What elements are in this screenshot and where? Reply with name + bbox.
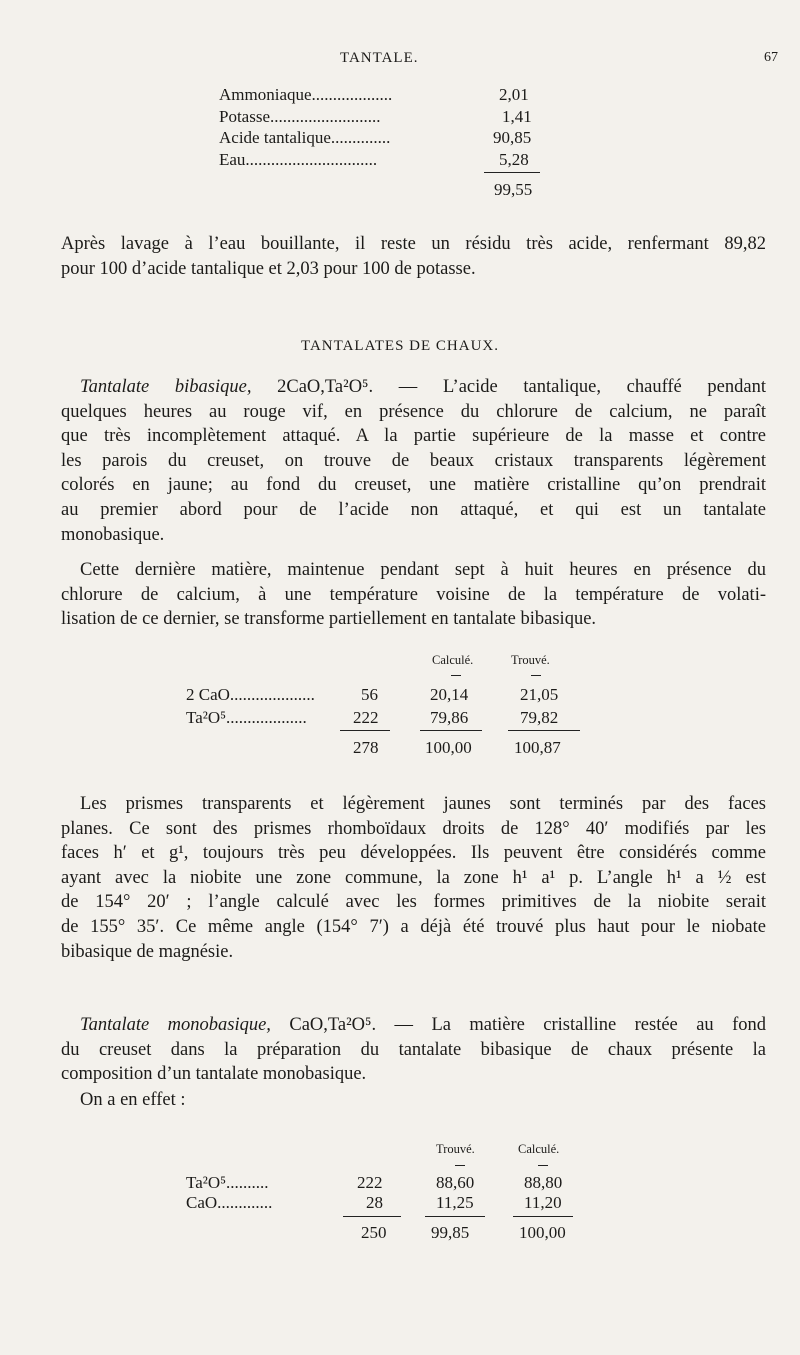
text-line: composition d’un tantalate monobasique. [61,1064,367,1085]
paragraph [61,375,766,547]
page-header [0,50,800,74]
header-dash [455,1165,465,1166]
table-cell: 79,86 [430,708,469,727]
table-row: Ta²O⁵................... [186,708,307,727]
sum-rule [508,730,580,731]
row-value: 90,85 [493,128,532,147]
table-cell: 88,60 [436,1173,475,1192]
text-line: Après lavage à l’eau bouillante, il reste un résidu très acide, renfermant 89,82 [61,234,766,254]
text-line: colorés en jaune; au fond du creuset, une matière cristalline qu’on prendrait [61,475,766,496]
paragraph [61,792,766,964]
text-line: chlorure de calcium, à une température voisine de la température de volati- [61,584,766,605]
text-line: les parois du creuset, on trouve de beaux cristaux transparents légèrement [61,450,766,471]
table-cell: 88,80 [524,1173,563,1192]
table-cell: 56 [361,685,378,704]
text-line: pour 100 d’acide tantalique et 2,03 pour 100 de potasse. [61,258,476,279]
paragraph [61,1013,766,1087]
table-cell: 11,25 [436,1193,474,1212]
text-line: On a en effet : [80,1090,186,1110]
table-total: 99,85 [431,1223,470,1242]
header-dash [531,675,541,676]
compound-title: Tantalate bibasique, [80,377,252,397]
header-dash [451,675,461,676]
table-total: 250 [361,1223,387,1242]
sum-rule [340,730,390,731]
table-cell: 20,14 [430,685,469,704]
table-cell: 222 [357,1173,383,1192]
text-line: de 155° 35′. Ce même angle (154° 7′) a déjà été trouvé plus haut pour le niobate [61,916,766,937]
text-line: Cette dernière matière, maintenue pendant sept à huit heures en présence du [80,560,766,580]
row-value: 1,41 [502,107,532,126]
text-span: CaO,Ta²O⁵. — La matière cristalline restée au fond [270,1015,766,1035]
row-label: Ammoniaque................... [219,85,393,104]
text-line: au premier abord pour de l’acide non attaqué, et qui est un tantalate [61,499,766,520]
paragraph [61,1088,766,1113]
header-dash [538,1165,548,1166]
table-row: Ta²O⁵.......... [186,1173,269,1192]
text-line: monobasique. [61,524,165,545]
sum-rule [420,730,482,731]
column-header: Trouvé. [511,653,550,667]
text-line: Les prismes transparents et légèrement jaunes sont terminés par des faces [80,794,766,814]
text-span: 2CaO,Ta²O⁵. — L’acide tantalique, chauffé pendant [251,377,766,397]
column-header: Calculé. [432,653,474,667]
text-line: ayant avec la niobite une zone commune, la zone h¹ a¹ p. L’angle h¹ a ½ est [61,867,766,888]
text-line: bibasique de magnésie. [61,941,234,962]
sum-rule [343,1216,401,1217]
compound-title: Tantalate monobasique, [80,1015,271,1035]
row-value: 2,01 [499,85,529,104]
table-row: 2 CaO.................... [186,685,315,704]
sum-rule [484,172,540,173]
running-title: TANTALE. [340,50,419,66]
table-row: CaO............. [186,1193,273,1212]
table-total: 99,55 [494,180,533,199]
text-line: planes. Ce sont des prismes rhomboïdaux droits de 128° 40′ modifiés par les [61,818,766,839]
table-total: 100,87 [514,738,561,757]
table-cell: 28 [366,1193,383,1212]
column-header: Calculé. [518,1142,560,1156]
row-label: Eau............................... [219,150,378,169]
text-line: que très incomplètement attaqué. A la partie supérieure de la masse et contre [61,426,766,447]
row-value: 5,28 [499,150,529,169]
paragraph [61,232,766,281]
table-cell: 21,05 [520,685,559,704]
section-heading: TANTALATES DE CHAUX. [300,338,499,354]
row-label: Acide tantalique.............. [219,128,391,147]
row-label: Potasse.......................... [219,107,381,126]
text-line [61,1013,766,1038]
table-total: 100,00 [425,738,472,757]
table-cell: 11,20 [524,1193,562,1212]
sum-rule [425,1216,485,1217]
text-line: de 154° 20′ ; l’angle calculé avec les formes primitives de la niobite serait [61,892,766,913]
page-number: 67 [764,50,778,65]
table-cell: 222 [353,708,379,727]
text-line: lisation de ce dernier, se transforme partiellement en tantalate bibasique. [61,609,597,630]
table-total: 100,00 [519,1223,566,1242]
table-cell: 79,82 [520,708,559,727]
table-total: 278 [353,738,379,757]
paragraph [61,558,766,632]
text-line: quelques heures au rouge vif, en présence du chlorure de calcium, ne paraît [61,401,766,422]
text-line [61,375,766,400]
text-line: du creuset dans la préparation du tantalate bibasique de chaux présente la [61,1039,766,1060]
column-header: Trouvé. [436,1142,475,1156]
text-line: faces h′ et g¹, toujours très peu développées. Ils peuvent être considérés comme [61,843,766,864]
sum-rule [513,1216,573,1217]
